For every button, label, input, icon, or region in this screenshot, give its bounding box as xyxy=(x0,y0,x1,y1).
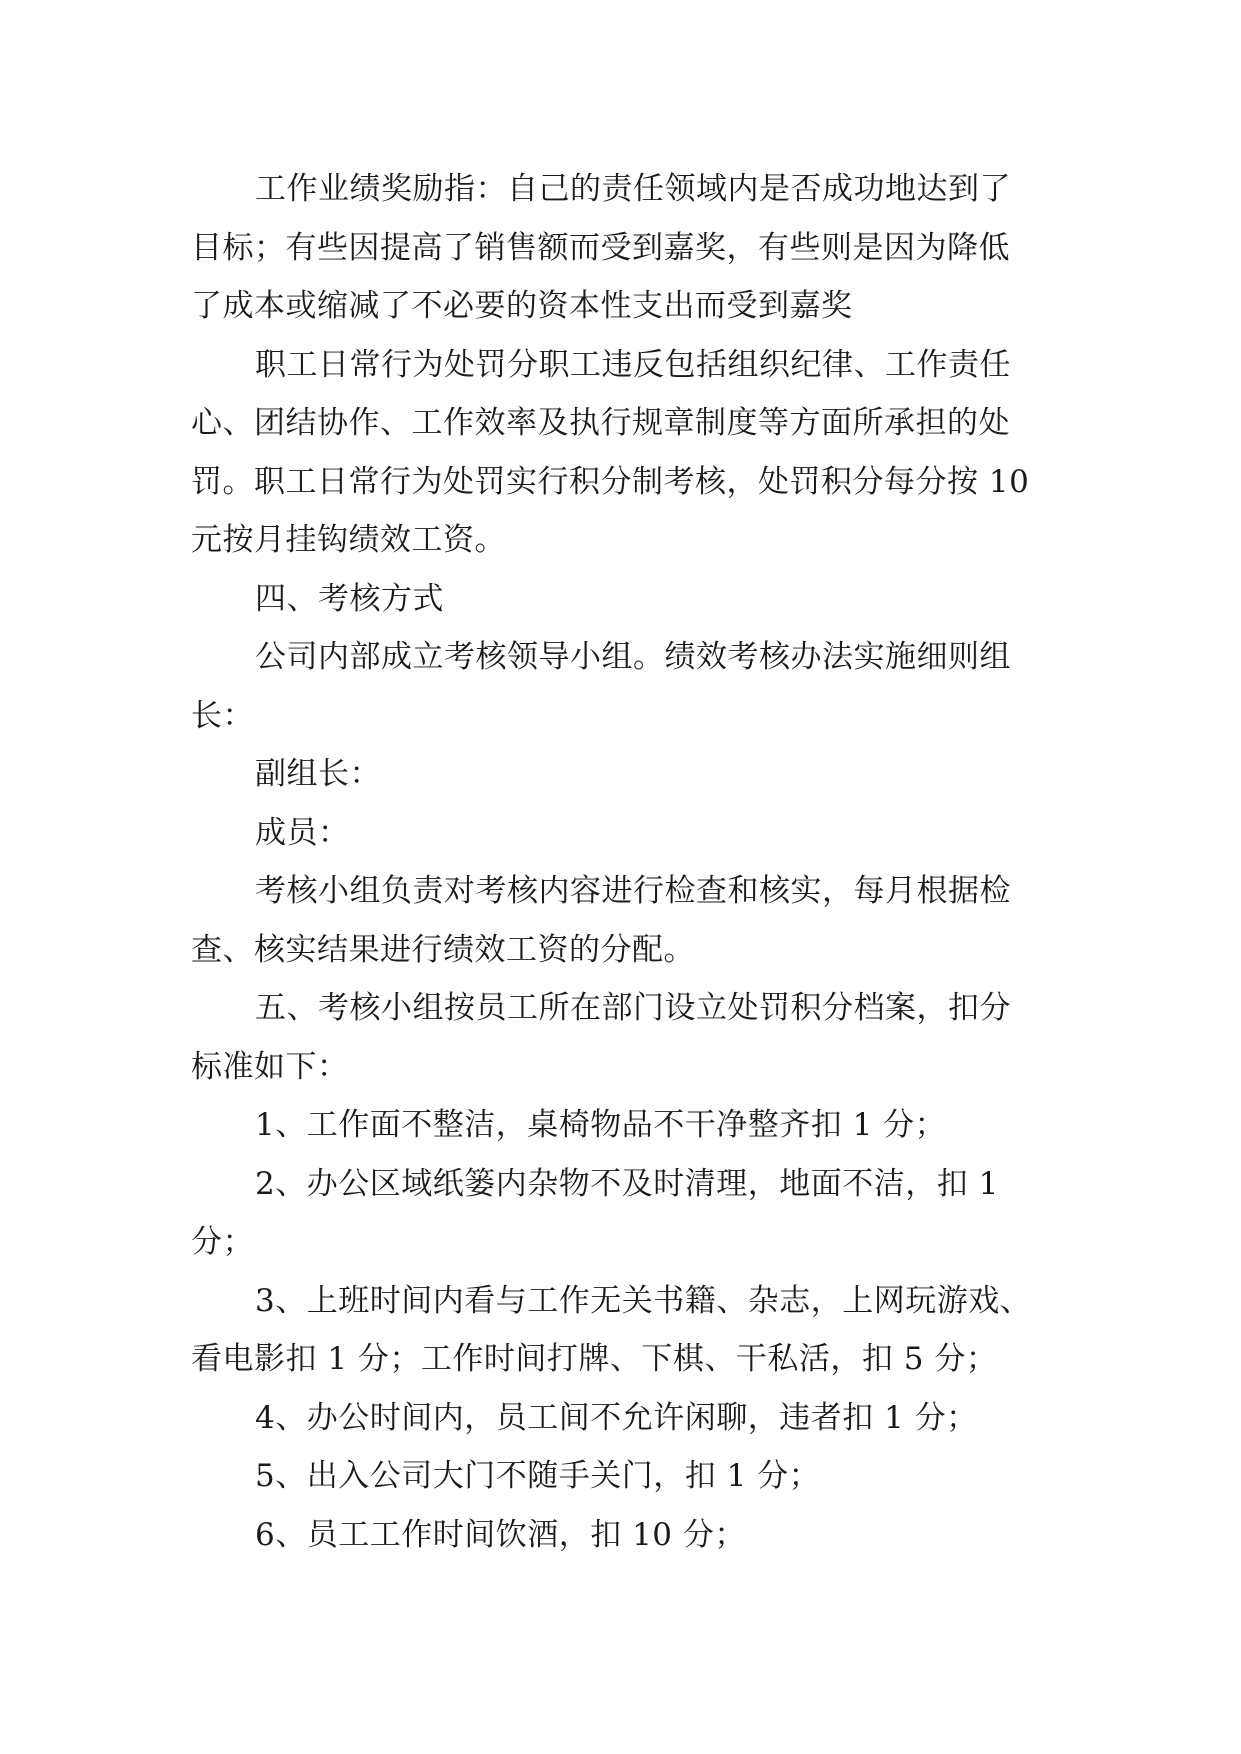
paragraph-line: 罚。职工日常行为处罚实行积分制考核，处罚积分每分按 10 xyxy=(191,463,1030,500)
paragraph-line: 长： xyxy=(191,697,254,734)
list-item-rule-3 xyxy=(191,1272,1051,1389)
document-body xyxy=(191,160,1051,1564)
list-item-line: 看电影扣 1 分；工作时间打牌、下棋、干私活，扣 5 分； xyxy=(191,1341,998,1377)
paragraph-line: 元按月挂钩绩效工资。 xyxy=(191,522,506,558)
list-item-line: 分； xyxy=(191,1224,254,1260)
section-heading-assessment-method xyxy=(191,570,1051,629)
list-item-rule-4 xyxy=(191,1389,1051,1448)
paragraph-daily-behavior-penalty xyxy=(191,336,1051,570)
paragraph-group-responsibility xyxy=(191,862,1051,979)
list-item-rule-5 xyxy=(191,1447,1051,1506)
paragraph-line: 目标；有些因提高了销售额而受到嘉奖，有些则是因为降低 xyxy=(191,229,1010,266)
paragraph-line: 心、团结协作、工作效率及执行规章制度等方面所承担的处 xyxy=(191,405,1010,441)
heading-line: 四、考核方式 xyxy=(255,580,444,617)
paragraph-line: 工作业绩奖励指：自己的责任领域内是否成功地达到了 xyxy=(255,171,1011,207)
list-item-line: 4、办公时间内，员工间不允许闲聊，违者扣 1 分； xyxy=(255,1399,978,1436)
list-item-line: 2、办公区域纸篓内杂物不及时清理，地面不洁，扣 1 xyxy=(255,1165,999,1202)
list-item-rule-6 xyxy=(191,1506,1051,1565)
list-item-rule-2 xyxy=(191,1155,1051,1272)
paragraph-line: 查、核实结果进行绩效工资的分配。 xyxy=(191,931,695,968)
paragraph-work-performance-reward xyxy=(191,160,1051,336)
paragraph-line: 职工日常行为处罚分职工违反包括组织纪律、工作责任 xyxy=(255,346,1011,383)
paragraph-line: 副组长： xyxy=(255,756,381,792)
paragraph-leadership-group xyxy=(191,628,1051,745)
paragraph-deputy-leader xyxy=(191,745,1051,804)
paragraph-line: 了成本或缩减了不必要的资本性支出而受到嘉奖 xyxy=(191,288,853,324)
list-item-line: 6、员工工作时间饮酒，扣 10 分； xyxy=(255,1516,746,1553)
section-heading-penalty-records xyxy=(191,979,1051,1096)
paragraph-line: 公司内部成立考核领导小组。绩效考核办法实施细则组 xyxy=(255,639,1011,675)
list-item-rule-1 xyxy=(191,1096,1051,1155)
list-item-line: 3、上班时间内看与工作无关书籍、杂志，上网玩游戏、 xyxy=(255,1282,1032,1319)
paragraph-line: 成员： xyxy=(255,814,350,851)
list-item-line: 1、工作面不整洁，桌椅物品不干净整齐扣 1 分； xyxy=(255,1107,947,1143)
heading-line: 标准如下： xyxy=(191,1048,349,1085)
heading-line: 五、考核小组按员工所在部门设立处罚积分档案，扣分 xyxy=(255,990,1011,1026)
paragraph-members xyxy=(191,804,1051,863)
list-item-line: 5、出入公司大门不随手关门，扣 1 分； xyxy=(255,1458,821,1494)
paragraph-line: 考核小组负责对考核内容进行检查和核实，每月根据检 xyxy=(255,873,1011,909)
